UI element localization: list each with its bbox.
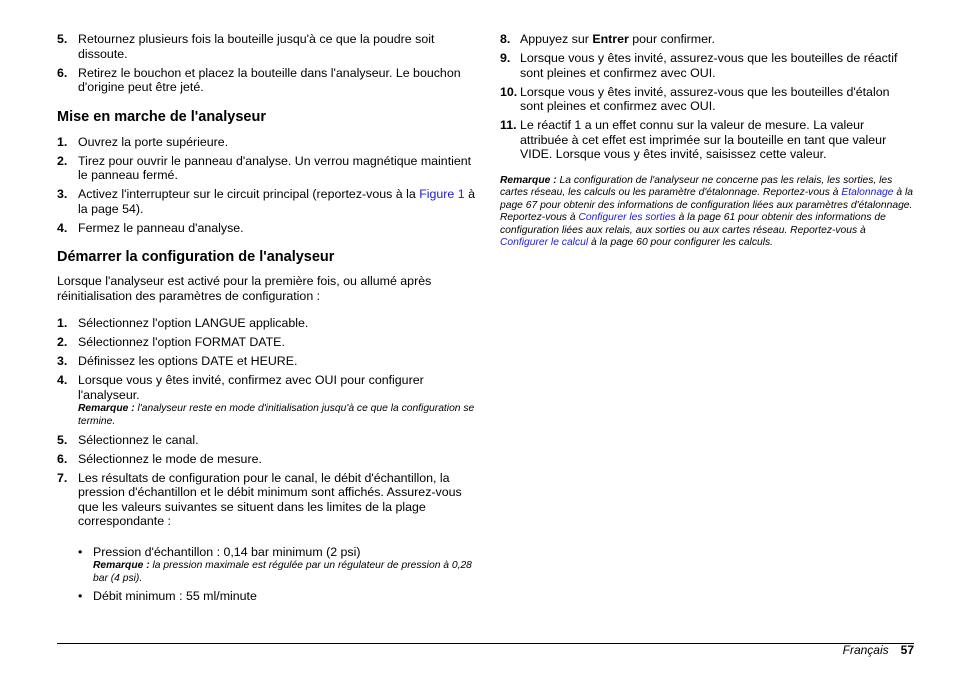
list-item	[57, 452, 475, 467]
note	[78, 403, 475, 428]
configurer-calcul-link[interactable]: Configurer le calcul	[500, 237, 589, 249]
step-text	[78, 187, 475, 216]
step-number: 5.	[57, 432, 68, 447]
note-text: à la page 67 pour obtenir des informations de configuration liées aux paramètres d'étalonnage. Reportez-vous à	[500, 187, 913, 224]
step-number: 6.	[57, 451, 68, 466]
step-number: 4.	[57, 373, 68, 387]
step-text: Sélectionnez le mode de mesure.	[78, 451, 262, 466]
list-item	[500, 118, 914, 162]
step-number: 9.	[500, 51, 511, 65]
step-number: 6.	[57, 65, 68, 80]
list-item	[500, 32, 914, 47]
etalonnage-link[interactable]: Etalonnage	[841, 187, 894, 199]
step-text: Lorsque vous y êtes invité, confirmez avec OUI pour configurer l'analyseur.	[78, 373, 424, 402]
note-text: l'analyseur reste en mode d'initialisation jusqu'à ce que la configuration se termine.	[78, 403, 475, 427]
step-text: Sélectionnez l'option LANGUE applicable.	[78, 316, 309, 330]
list-item	[57, 135, 475, 150]
note-text: à la page 60 pour configurer les calculs.	[588, 237, 774, 249]
step-number: 2.	[57, 153, 68, 168]
step-text: Retournez plusieurs fois la bouteille jusqu'à ce que la poudre soit dissoute.	[78, 32, 435, 61]
step-number: 7.	[57, 470, 68, 485]
list-item	[57, 373, 475, 428]
note	[93, 560, 475, 585]
note-text: à la page 61 pour obtenir des informations de configuration liées aux relais, aux sorties ou aux cartes réseau. Reportez-vous à	[500, 212, 886, 236]
step-number: 1.	[57, 134, 68, 149]
left-column	[57, 32, 475, 604]
configurer-sorties-link[interactable]: Configurer les sorties	[578, 212, 676, 224]
step-text: Lorsque vous y êtes invité, assurez-vous que les bouteilles d'étalon sont pleines et confirmez avec OUI.	[520, 84, 890, 113]
step-text: Sélectionnez l'option FORMAT DATE.	[78, 335, 285, 349]
note-text: la pression maximale est régulée par un régulateur de pression à 0,28 bar (4 psi).	[93, 560, 472, 584]
list-item	[57, 221, 475, 236]
step-text: Lorsque vous y êtes invité, assurez-vous que les bouteilles de réactif sont pleines et confirmez avec OUI.	[520, 51, 898, 80]
footer-rule	[57, 643, 914, 644]
step-text	[520, 32, 914, 47]
page-footer	[843, 643, 914, 657]
list-item	[57, 316, 475, 331]
step-text: Les résultats de configuration pour le canal, le débit d'échantillon, la pression d'échantillon et le débit minimum sont affichés. Assurez-vous que les valeurs suivantes se situent dans les limites de la plage correspondante :	[78, 470, 462, 529]
step-number: 1.	[57, 316, 68, 330]
list-item	[57, 154, 475, 183]
step-text-part: pour confirmer.	[628, 32, 715, 46]
list-item	[57, 335, 475, 350]
bullet-text: Débit minimum : 55 ml/minute	[93, 589, 257, 604]
step-text: Définissez les options DATE et HEURE.	[78, 354, 298, 368]
step-number: 8.	[500, 32, 511, 46]
section-heading-startup: Mise en marche de l'analyseur	[57, 108, 266, 125]
step-text: Retirez le bouchon et placez la bouteille dans l'analyseur. Le bouchon d'origine peut être jeté.	[78, 65, 461, 94]
key-label: Entrer	[592, 32, 629, 46]
step-number: 10.	[500, 84, 518, 99]
list-item	[57, 66, 475, 95]
list-item	[500, 51, 914, 80]
step-number: 2.	[57, 335, 68, 349]
step-text-part: à la page 54).	[78, 187, 475, 216]
page-number: 57	[900, 643, 914, 657]
step-text: Le réactif 1 a un effet connu sur la valeur de mesure. La valeur attribuée à cet effet est imprimée sur la bouteille en tant que valeur VIDE. Lorsque vous y êtes invité, saisissez cette valeur.	[520, 118, 887, 161]
step-text: Tirez pour ouvrir le panneau d'analyse. Un verrou magnétique maintient le panneau fermé.	[78, 153, 472, 182]
list-item	[57, 433, 475, 448]
list-item	[500, 85, 914, 114]
right-column	[500, 32, 914, 250]
figure-link[interactable]: Figure 1	[419, 187, 465, 201]
list-item	[57, 32, 475, 61]
step-text: Sélectionnez le canal.	[78, 432, 199, 447]
list-item	[57, 471, 475, 529]
bullet-text: Pression d'échantillon : 0,14 bar minimum (2 psi)	[93, 544, 361, 559]
bullet-body	[93, 545, 475, 586]
note-label: Remarque :	[93, 560, 150, 572]
bullet-dot: •	[78, 544, 83, 559]
step-body	[78, 373, 475, 428]
step-number: 11.	[500, 118, 517, 132]
bullet-dot: •	[78, 589, 83, 604]
intro-paragraph: Lorsque l'analyseur est activé pour la première fois, ou allumé après réinitialisation des paramètres de configuration :	[57, 274, 432, 303]
bullet-item	[78, 589, 475, 604]
step-text-part: Activez l'interrupteur sur le circuit principal (reportez-vous à la	[78, 187, 420, 201]
note-text: La configuration de l'analyseur ne concerne pas les relais, les sorties, les cartes réseau, les calculs ou les paramètre d'étalonnage. Reportez-vous à	[500, 174, 893, 199]
list-item	[57, 187, 475, 216]
note-label: Remarque :	[500, 174, 557, 186]
note-label: Remarque :	[78, 403, 135, 414]
step-number: 4.	[57, 220, 68, 235]
step-text: Ouvrez la porte supérieure.	[78, 134, 229, 149]
step-text-part: Appuyez sur	[520, 32, 593, 46]
section-heading-config: Démarrer la configuration de l'analyseur	[57, 249, 335, 265]
footer-language: Français	[842, 643, 889, 657]
step-number: 3.	[57, 187, 68, 201]
step-number: 3.	[57, 354, 68, 368]
list-item	[57, 354, 475, 369]
step-number: 5.	[57, 32, 68, 46]
bullet-item	[78, 545, 475, 586]
config-note	[500, 175, 914, 251]
step-text: Fermez le panneau d'analyse.	[78, 220, 244, 235]
